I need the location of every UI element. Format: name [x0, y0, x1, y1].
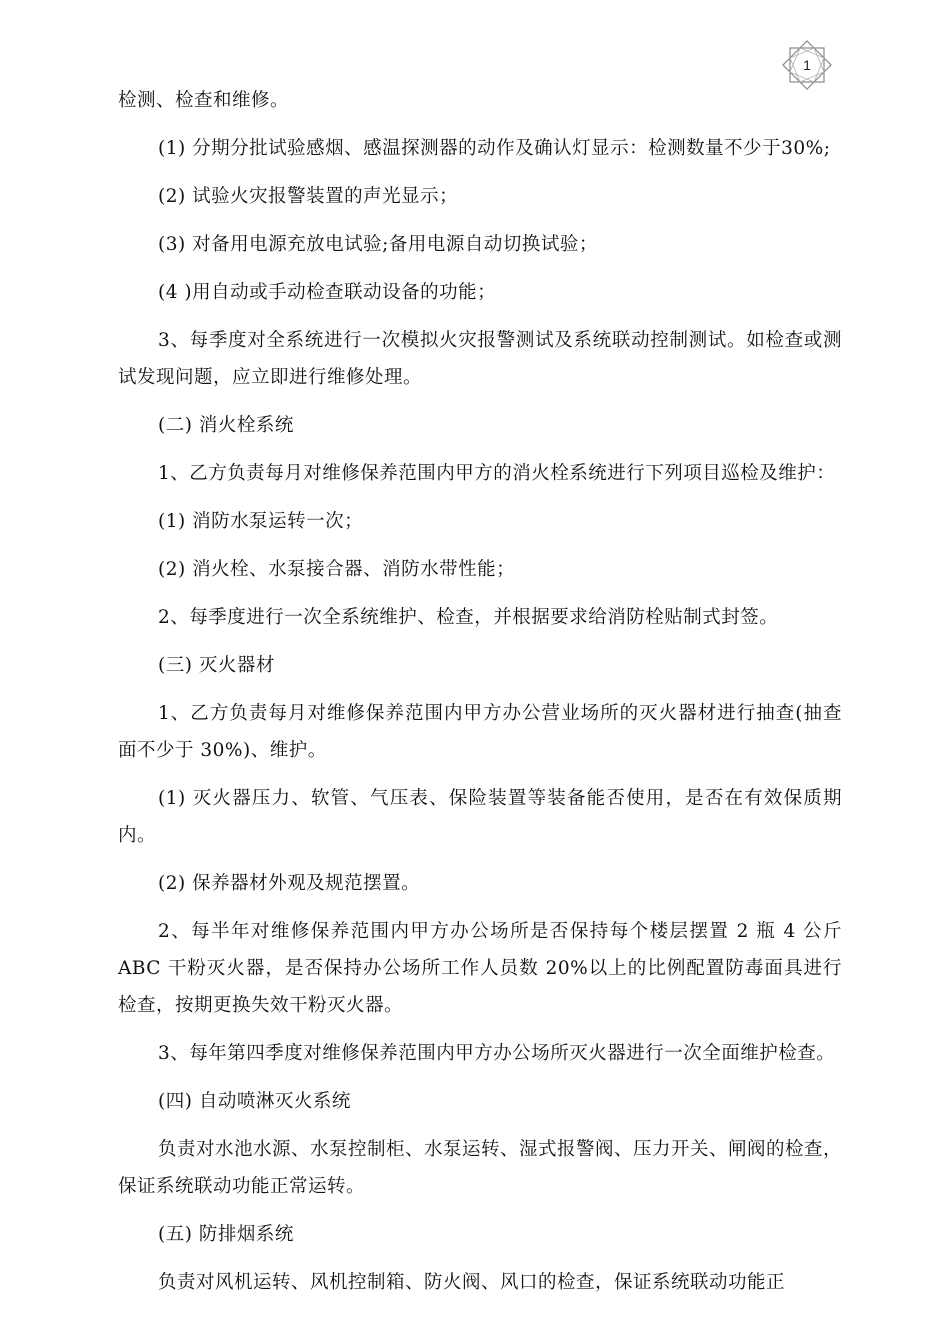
paragraph: 负责对风机运转、风机控制箱、防火阀、风口的检查，保证系统联动功能正 [158, 1272, 786, 1293]
paragraph: 1、乙方负责每月对维修保养范围内甲方的消火栓系统进行下列项目巡检及维护： [158, 463, 836, 484]
page-number: 1 [803, 57, 811, 73]
paragraph: (1) 灭火器压力、软管、气压表、保险装置等装备能否使用，是否在有效保质期内。 [118, 788, 842, 846]
paragraph: 负责对水池水源、水泵控制柜、水泵运转、湿式报警阀、压力开关、闸阀的检查，保证系统联动功能正常运转。 [118, 1139, 843, 1197]
section-heading: (四) 自动喷淋灭火系统 [158, 1091, 351, 1112]
paragraph: (2) 消火栓、水泵接合器、消防水带性能； [158, 559, 516, 580]
paragraph: (1) 消防水泵运转一次； [158, 511, 364, 532]
paragraph: (3) 对备用电源充放电试验;备用电源自动切换试验； [158, 234, 598, 255]
paragraph: 2、每季度进行一次全系统维护、检查，并根据要求给消防栓贴制式封签。 [158, 607, 779, 628]
paragraph: (2) 试验火灾报警装置的声光显示； [158, 186, 459, 207]
paragraph: (2) 保养器材外观及规范摆置。 [158, 873, 421, 894]
paragraph: (4 )用自动或手动检查联动设备的功能； [158, 282, 497, 303]
section-heading: (二) 消火栓系统 [158, 415, 294, 436]
paragraph: 1、乙方负责每月对维修保养范围内甲方办公营业场所的灭火器材进行抽查(抽查面不少于 30%)、维护。 [118, 703, 842, 761]
paragraph: 检测、检查和维修。 [118, 90, 290, 111]
section-heading: (三) 灭火器材 [158, 655, 275, 676]
paragraph: 3、每季度对全系统进行一次模拟火灾报警测试及系统联动控制测试。如检查或测试发现问题，应立即进行维修处理。 [118, 330, 842, 388]
document-body [118, 82, 842, 1312]
paragraph: 2、每半年对维修保养范围内甲方办公场所是否保持每个楼层摆置 2 瓶 4 公斤 ABC 干粉灭火器，是否保持办公场所工作人员数 20%以上的比例配置防毒面具进行检查，按期更换失效干粉灭火器。 [118, 921, 842, 1016]
section-heading: (五) 防排烟系统 [158, 1224, 294, 1245]
paragraph: (1) 分期分批试验感烟、感温探测器的动作及确认灯显示：检测数量不少于30%; [158, 138, 831, 159]
paragraph: 3、每年第四季度对维修保养范围内甲方办公场所灭火器进行一次全面维护检查。 [158, 1043, 836, 1064]
